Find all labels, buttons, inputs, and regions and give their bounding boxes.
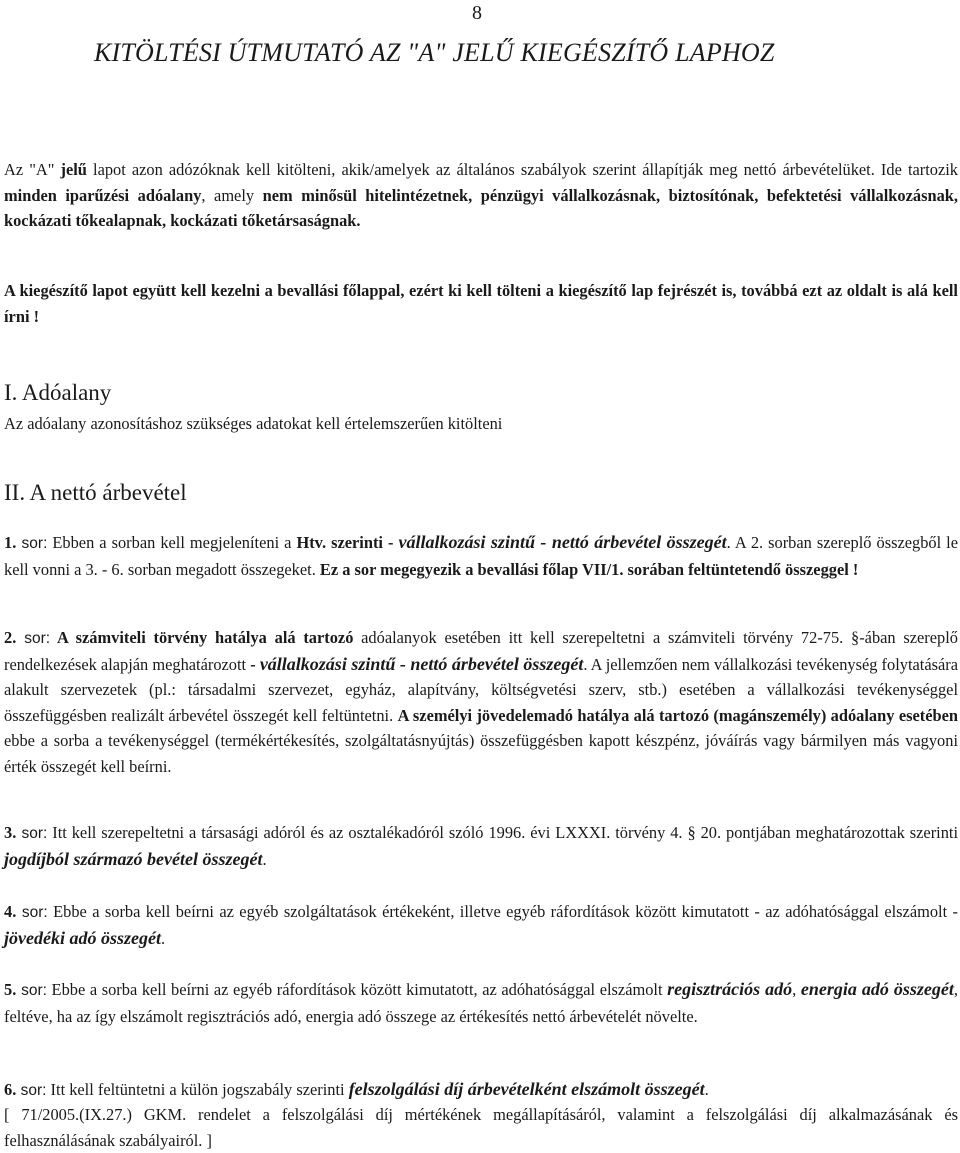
row-5-label: sor: bbox=[16, 982, 47, 999]
row-6-emphasis: felszolgálási díj árbevételként elszámolt összegét bbox=[348, 1079, 705, 1099]
intro-text-2: lapot azon adózóknak kell kitölteni, akik/amelyek az általános szabályok szerint állapítják meg nettó árbevételüket. Ide tartozik bbox=[86, 160, 958, 179]
intro-text-1: Az "A" bbox=[4, 160, 61, 179]
row-4-text-2: . bbox=[160, 928, 166, 948]
row-5-text-1: Ebbe a sorba kell beírni az egyéb ráfordítások között kimutatott, az adóhatósággal elszámolt bbox=[46, 980, 668, 999]
row-2-bold-1: A számviteli törvény hatálya alá tartozó bbox=[50, 628, 354, 647]
row-1-text-2: . A 2. sorban szereplő összegből le kell vonni a 3. - 6. sorban megadott összegeket. bbox=[4, 533, 958, 579]
section-1-heading: I. Adóalany bbox=[4, 380, 112, 405]
row-5-emphasis-1: regisztrációs adó bbox=[667, 979, 793, 999]
intro-paragraph bbox=[4, 157, 958, 234]
row-2-bold-3: A személyi jövedelemadó hatálya alá tartozó (magánszemély) adóalany esetében bbox=[397, 705, 958, 725]
row-5-number: 5. bbox=[4, 980, 17, 999]
row-5-text-2: , bbox=[792, 980, 801, 999]
row-4-number: 4. bbox=[4, 902, 17, 921]
row-3-paragraph bbox=[4, 820, 958, 872]
row-6-text-1: Itt kell feltüntetni a külön jogszabály szerinti bbox=[46, 1080, 349, 1099]
row-2-bold-2: - bbox=[250, 654, 260, 674]
row-5-paragraph bbox=[4, 977, 958, 1029]
row-6-paragraph bbox=[4, 1077, 958, 1104]
row-3-number: 3. bbox=[4, 823, 17, 842]
row-2-text-1: adóalanyok esetében itt kell szerepeltetni a számviteli törvény 72-75. §-ában szereplő rendelkezések alapján meghatározott bbox=[4, 628, 958, 674]
row-1-text-1: Ebben a sorban kell megjeleníteni a bbox=[47, 533, 297, 552]
intro-text-3: , amely bbox=[201, 185, 263, 205]
row-4-label: sor: bbox=[16, 904, 48, 921]
intro-bold-3: nem minősül hitelintézetnek, pénzügyi vállalkozásnak, biztosítónak, befektetési vállalkozásnak, kockázati tőkealapnak, kockázati tőketársaságnak. bbox=[4, 185, 958, 231]
row-2-text-2: . A jellemzően nem vállalkozási tevékenység folytatására alakult szervezetek (pl.: társadalmi szervezet, egyház, alapítvány, költségvetési szerv, stb.) esetében a vállalkozási tevékenységgel összefüggésben realizált árbevétel összegét kell feltüntetni. bbox=[4, 654, 958, 725]
row-2-text-3: ebbe a sorba a tevékenységgel (termékértékesítés, szolgáltatásnyújtás) összefüggésben kapott készpénz, jóváírás vagy bármilyen más vagyoni érték összegét kell beírni. bbox=[4, 731, 958, 776]
row-4-paragraph bbox=[4, 899, 958, 951]
row-6-number: 6. bbox=[4, 1080, 17, 1099]
row-3-text-2: . bbox=[262, 849, 267, 869]
row-6-label: sor: bbox=[16, 1082, 47, 1099]
row-1-number: 1. bbox=[4, 533, 17, 552]
row-5-text-3: , feltéve, ha az így elszámolt regisztrációs adó, energia adó összege az értékesítés nettó árbevételét növelte. bbox=[4, 980, 958, 1026]
row-3-text-1: Itt kell szerepeltetni a társasági adóról és az osztalékadóról szóló 1996. évi LXXXI. törvény 4. § 20. pontjában meghatározottak szerinti bbox=[47, 823, 959, 842]
row-5-emphasis-2: energia adó összegét bbox=[800, 979, 954, 999]
row-3-emphasis: jogdíjból származó bevétel összegét bbox=[4, 848, 263, 869]
document-title: KITÖLTÉSI ÚTMUTATÓ AZ "A" JELŰ KIEGÉSZÍTŐ LAPHOZ bbox=[94, 38, 775, 67]
intro-bold-1: jelű bbox=[60, 160, 87, 179]
page-number: 8 bbox=[472, 2, 482, 24]
row-1-bold-1: Htv. szerinti - bbox=[296, 533, 399, 552]
section-2-heading: II. A nettó árbevétel bbox=[4, 480, 187, 505]
row-6-text-2: . bbox=[704, 1080, 709, 1099]
row-2-paragraph bbox=[4, 625, 958, 780]
row-1-emphasis: vállalkozási szintű - nettó árbevétel összegét bbox=[398, 532, 727, 552]
row-6-regulation-note: [ 71/2005.(IX.27.) GKM. rendelet a felszolgálási díj mértékének megállapításáról, valamint a felszolgálási díj alkalmazásának és felhasználásának szabályairól. ] bbox=[4, 1105, 958, 1150]
row-1-label: sor: bbox=[16, 535, 48, 552]
intro-bold-2: minden iparűzési adóalany bbox=[4, 185, 202, 205]
notice-paragraph: A kiegészítő lapot együtt kell kezelni a bevallási főlappal, ezért ki kell tölteni a kiegészítő lap fejrészét is, továbbá ezt az oldalt is alá kell írni ! bbox=[4, 281, 958, 326]
row-2-number: 2. bbox=[4, 628, 17, 647]
row-3-label: sor: bbox=[16, 825, 48, 842]
row-4-text-1: Ebbe a sorba kell beírni az egyéb szolgáltatások értékeként, illetve egyéb ráfordítások között kimutatott - az adóhatósággal elszámolt - bbox=[47, 902, 958, 921]
row-4-emphasis: jövedéki adó összegét bbox=[4, 927, 161, 948]
row-1-bold-2: Ez a sor megegyezik a bevallási főlap VII/1. sorában feltüntetendő összeggel ! bbox=[319, 559, 859, 579]
section-1-text: Az adóalany azonosításhoz szükséges adatokat kell értelemszerűen kitölteni bbox=[4, 414, 503, 433]
row-1-paragraph bbox=[4, 530, 958, 582]
row-2-label: sor: bbox=[16, 630, 51, 647]
row-2-emphasis: vállalkozási szintű - nettó árbevétel összegét bbox=[259, 653, 584, 674]
